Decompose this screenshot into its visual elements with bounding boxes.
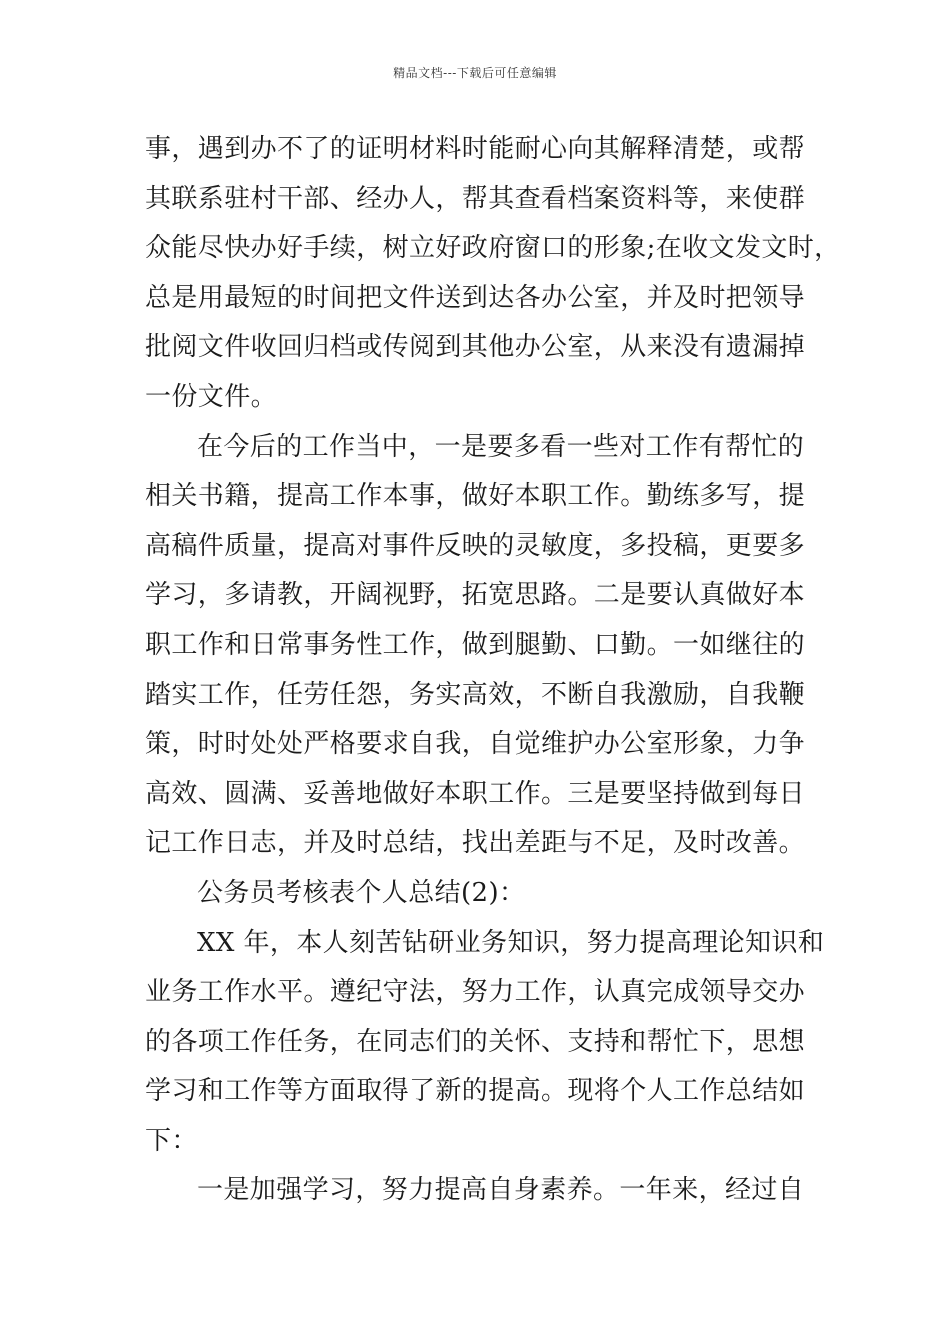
- text-line: 职工作和日常事务性工作，做到腿勤、口勤。一如继往的: [145, 629, 806, 660]
- text-line: 一份文件。: [145, 381, 278, 412]
- page-header: 精品文档---下载后可任意编辑: [393, 66, 557, 80]
- text-line: 策，时时处处严格要求自我，自觉维护办公室形象，力争: [145, 729, 806, 760]
- text-line: 学习，多请教，开阔视野，拓宽思路。二是要认真做好本: [145, 580, 806, 611]
- paragraph-start-line: 一是加强学习，努力提高自身素养。一年来，经过自: [197, 1175, 805, 1206]
- text-line: 众能尽快办好手续，树立好政府窗口的形象;在收文发文时，: [145, 233, 841, 264]
- text-line: 其联系驻村干部、经办人，帮其查看档案资料等，来使群: [145, 183, 806, 214]
- text-line: 下：: [145, 1125, 198, 1156]
- text-line: 记工作日志，并及时总结，找出差距与不足，及时改善。: [145, 828, 806, 859]
- text-line: 批阅文件收回归档或传阅到其他办公室，从来没有遗漏掉: [145, 332, 806, 363]
- text-line: 踏实工作，任劳任怨，务实高效，不断自我激励，自我鞭: [145, 679, 806, 710]
- text-line: 相关书籍，提高工作本事，做好本职工作。勤练多写，提: [145, 481, 806, 512]
- text-line: 事，遇到办不了的证明材料时能耐心向其解释清楚，或帮: [145, 134, 806, 164]
- paragraph-start-line: XX 年，本人刻苦钻研业务知识，努力提高理论知识和: [197, 927, 825, 958]
- paragraph-start-line: 在今后的工作当中，一是要多看一些对工作有帮忙的: [197, 431, 805, 462]
- text-line: 业务工作水平。遵纪守法，努力工作，认真完成领导交办: [145, 977, 806, 1008]
- text-line: 高效、圆满、妥善地做好本职工作。三是要坚持做到每日: [145, 778, 806, 809]
- text-line: 总是用最短的时间把文件送到达各办公室，并及时把领导: [145, 282, 806, 313]
- document-body: [145, 125, 841, 1216]
- text-line: 学习和工作等方面取得了新的提高。现将个人工作总结如: [145, 1076, 806, 1107]
- section-heading: 公务员考核表个人总结(2)：: [197, 877, 526, 908]
- text-line: 的各项工作任务，在同志们的关怀、支持和帮忙下，思想: [145, 1026, 806, 1057]
- text-line: 高稿件质量，提高对事件反映的灵敏度，多投稿，更要多: [145, 530, 806, 561]
